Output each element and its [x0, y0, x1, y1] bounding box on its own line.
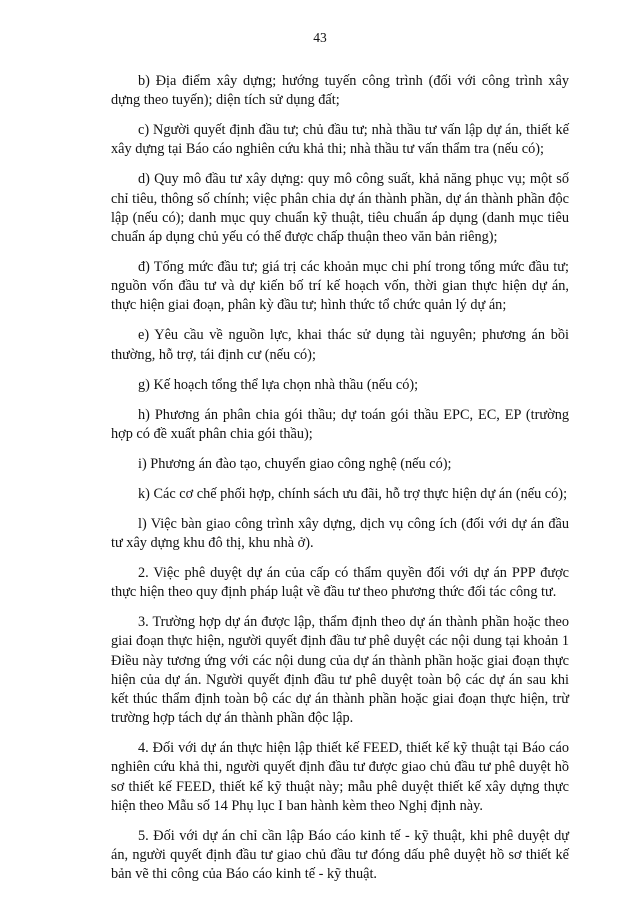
document-body [111, 72, 569, 895]
paragraph-item-h: h) Phương án phân chia gói thầu; dự toán gói thầu EPC, EC, EP (trường hợp có đề xuất phân chia gói thầu); [111, 406, 569, 442]
paragraph-clause-3: 3. Trường hợp dự án được lập, thẩm định theo dự án thành phần hoặc theo giai đoạn thực hiện, người quyết định đầu tư phê duyệt các nội dung tại khoản 1 Điều này tương ứng với các nội dung của dự án thành phần hoặc giai đoạn thực hiện của dự án. Người quyết định đầu tư phê duyệt toàn bộ các dự án sau khi kết thúc thẩm định toàn bộ các dự án thành phần hoặc giai đoạn thực hiện, trừ trường hợp tách dự án thành phần độc lập. [111, 614, 569, 727]
paragraph-item-b: b) Địa điểm xây dựng; hướng tuyến công trình (đối với công trình xây dựng theo tuyến); diện tích sử dụng đất; [111, 73, 569, 109]
paragraph-item-i: i) Phương án đào tạo, chuyển giao công nghệ (nếu có); [138, 455, 452, 472]
paragraph-clause-5: 5. Đối với dự án chỉ cần lập Báo cáo kinh tế - kỹ thuật, khi phê duyệt dự án, người quyết định đầu tư giao chủ đầu tư đóng dấu phê duyệt hồ sơ thiết kế bản vẽ thi công của Báo cáo kinh tế - kỹ thuật. [111, 827, 569, 883]
paragraph-item-g: g) Kế hoạch tổng thể lựa chọn nhà thầu (nếu có); [138, 376, 419, 393]
paragraph-clause-2: 2. Việc phê duyệt dự án của cấp có thẩm quyền đối với dự án PPP được thực hiện theo quy định pháp luật về đầu tư theo phương thức đối tác công tư. [111, 565, 569, 601]
paragraph-item-d: d) Quy mô đầu tư xây dựng: quy mô công suất, khả năng phục vụ; một số chỉ tiêu, thông số chính; việc phân chia dự án thành phần, dự án thành phần độc lập (nếu có); danh mục quy chuẩn kỹ thuật, tiêu chuẩn áp dụng (danh mục tiêu chuẩn áp dụng chủ yếu có thể được chấp thuận theo văn bản riêng); [111, 171, 569, 246]
paragraph-item-e: e) Yêu cầu về nguồn lực, khai thác sử dụng tài nguyên; phương án bồi thường, hỗ trợ, tái định cư (nếu có); [111, 327, 569, 363]
paragraph-item-l: l) Việc bàn giao công trình xây dựng, dịch vụ công ích (đối với dự án đầu tư xây dựng khu đô thị, khu nhà ở). [111, 515, 569, 552]
paragraph-item-k: k) Các cơ chế phối hợp, chính sách ưu đãi, hỗ trợ thực hiện dự án (nếu có); [138, 485, 568, 502]
paragraph-item-dd: đ) Tổng mức đầu tư; giá trị các khoản mục chi phí trong tổng mức đầu tư; nguồn vốn đầu tư và dự kiến bố trí kế hoạch vốn, thời gian thực hiện dự án, thực hiện giai đoạn, phân kỳ đầu tư; hình thức tổ chức quản lý dự án; [111, 259, 569, 314]
paragraph-item-c: c) Người quyết định đầu tư; chủ đầu tư; nhà thầu tư vấn lập dự án, thiết kế xây dựng tại Báo cáo nghiên cứu khả thi; nhà thầu tư vấn thẩm tra (nếu có); [111, 122, 569, 158]
page-number: 43 [313, 30, 327, 45]
paragraph-clause-4: 4. Đối với dự án thực hiện lập thiết kế FEED, thiết kế kỹ thuật tại Báo cáo nghiên cứu khả thi, người quyết định đầu tư được giao chủ đầu tư phê duyệt hồ sơ thiết kế FEED, thiết kế kỹ thuật này; mẫu phê duyệt thiết kế xây dựng thực hiện theo Mẫu số 14 Phụ lục I ban hành kèm theo Nghị định này. [111, 740, 569, 814]
